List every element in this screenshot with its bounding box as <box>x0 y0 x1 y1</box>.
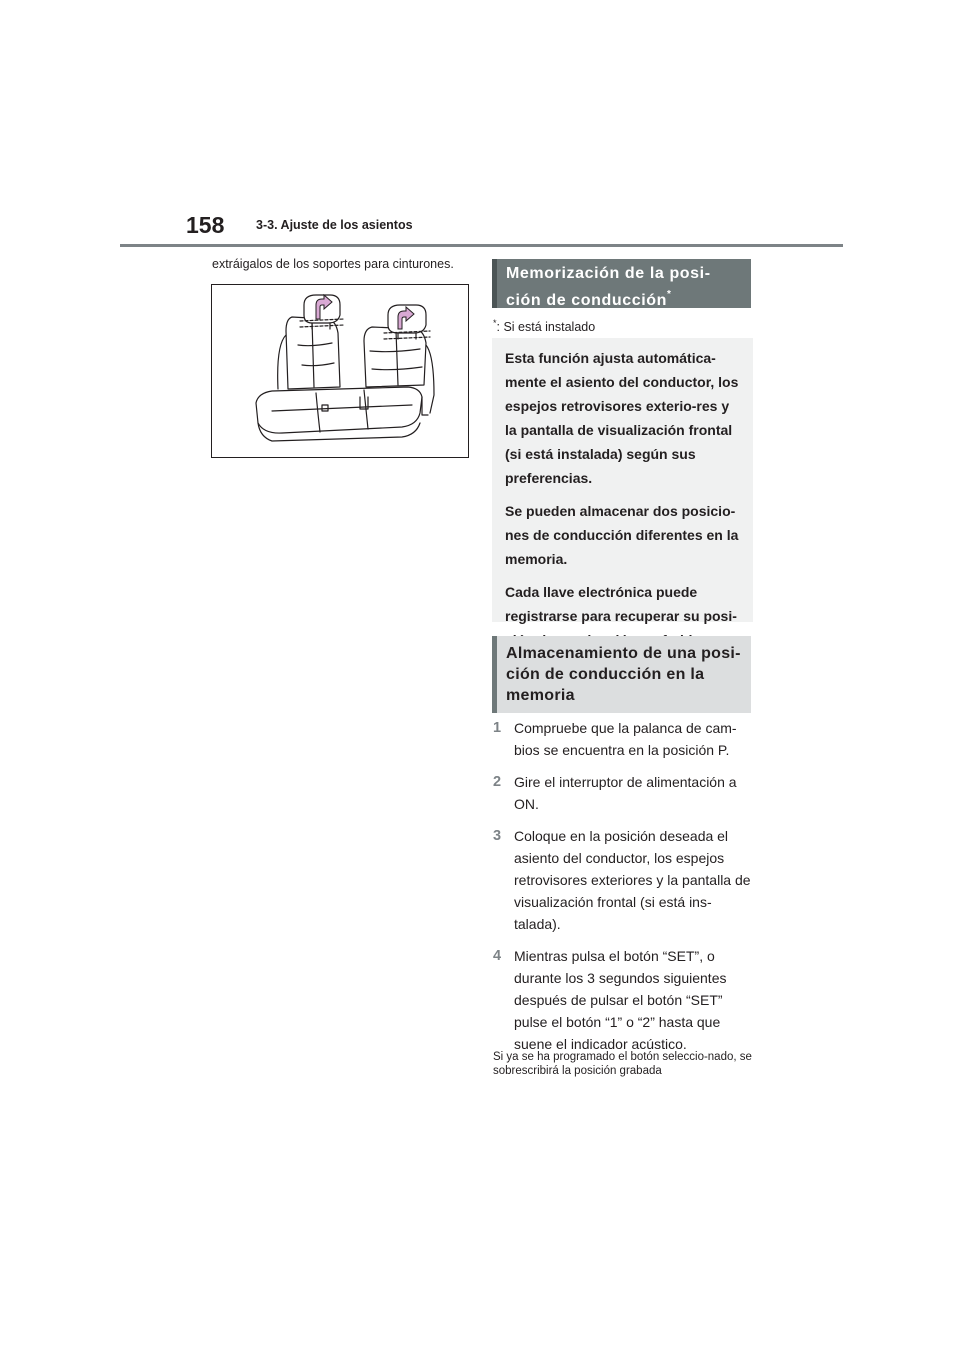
backrest-right <box>364 327 426 387</box>
step-item <box>493 717 755 761</box>
step-item <box>493 945 755 1055</box>
header-rule <box>120 244 843 247</box>
seat-illustration <box>211 284 469 458</box>
memorize-header-line2: ción de conducción <box>506 292 668 309</box>
memorize-section-header <box>492 259 751 308</box>
step-item <box>493 825 755 935</box>
store-header-line2: ción de conducción en la <box>506 666 705 683</box>
section-title: 3-3. Ajuste de los asientos <box>256 218 413 232</box>
step-text: Gire el interruptor de alimentación a ON. <box>514 774 737 812</box>
intro-text: extráigalos de los soportes para cinturones. <box>212 257 454 271</box>
info-paragraph: Esta función ajusta automática-mente el asiento del conductor, los espejos retrovisores exterio-res y la pantalla de visualización frontal (si está instalada) según sus preferencias. <box>505 350 739 486</box>
info-paragraph: Cada llave electrónica puede registrarse para recuperar su posi- <box>505 584 737 624</box>
step-number: 4 <box>493 948 502 964</box>
step-item <box>493 771 755 815</box>
step-text: Coloque en la posición deseada el asiento del conductor, los espejos retrovisores exteriores y la pantalla de visualización frontal (si está ins-talada). <box>514 828 751 932</box>
footnote-mark: * <box>667 289 671 300</box>
page-number: 158 <box>186 212 225 238</box>
footnote <box>493 318 595 334</box>
step-text: Mientras pulsa el botón “SET”, o durante los 3 segundos siguientes después de pulsar el botón “SET” pulse el botón “1” o “2” hasta que suene el indicador acústico. <box>514 948 727 1052</box>
store-header-line1: Almacenamiento de una posi- <box>506 645 741 662</box>
steps-list <box>493 717 755 1065</box>
overwrite-note: Si ya se ha programado el botón seleccio-nado, se sobrescribirá la posición grabada <box>493 1051 752 1077</box>
footnote-star: * <box>493 318 497 328</box>
step-number: 3 <box>493 828 502 844</box>
store-header-line3: memoria <box>506 687 575 704</box>
step-text: Compruebe que la palanca de cam-bios se encuentra en la posición P. <box>514 720 737 758</box>
step-number: 2 <box>493 774 502 790</box>
footnote-text: : Si está instalado <box>496 320 596 334</box>
info-paragraph: Se pueden almacenar dos posicio-nes de conducción diferentes en la memoria. <box>505 503 739 567</box>
step-number: 1 <box>493 720 502 736</box>
memorize-header-line1: Memorización de la posi- <box>506 265 711 282</box>
info-box <box>492 338 753 622</box>
store-section-header <box>492 636 751 713</box>
